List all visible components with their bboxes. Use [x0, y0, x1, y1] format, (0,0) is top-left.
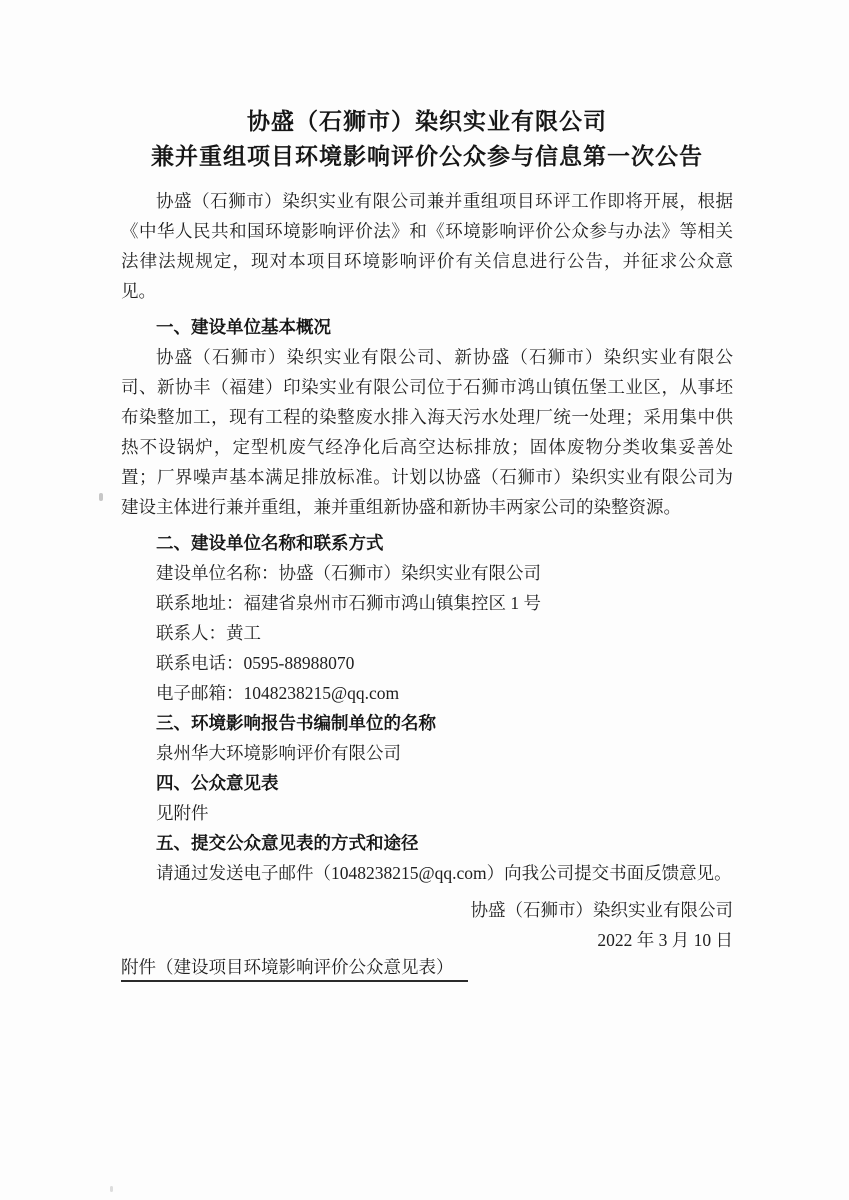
section-heading-4: 四、公众意见表 [156, 773, 279, 793]
contact-address: 联系地址：福建省泉州市石狮市鸿山镇集控区 1 号 [156, 593, 541, 613]
document-body [121, 0, 733, 982]
contact-person: 联系人：黄工 [156, 623, 261, 643]
contact-unit-name: 建设单位名称：协盛（石狮市）染织实业有限公司 [156, 563, 541, 583]
section-heading-1: 一、建设单位基本概况 [156, 317, 331, 337]
signature-company: 协盛（石狮市）染织实业有限公司 [470, 900, 733, 920]
scan-artifact-speck [110, 1186, 113, 1192]
section-5-body: 请通过发送电子邮件（1048238215@qq.com）向我公司提交书面反馈意见。 [156, 863, 732, 883]
section-4-body: 见附件 [156, 803, 209, 823]
attachment-note [121, 952, 733, 982]
intro-paragraph: 协盛（石狮市）染织实业有限公司兼并重组项目环评工作即将开展，根据《中华人民共和国环境影响评价法》和《环境影响评价公众参与办法》等相关法律法规规定，现对本项目环境影响评价有关信息进行公告，并征求公众意见。 [121, 191, 733, 301]
scan-artifact-speck [99, 493, 103, 501]
contact-email: 电子邮箱：1048238215@qq.com [156, 683, 400, 703]
document-title-line2: 兼并重组项目环境影响评价公众参与信息第一次公告 [151, 144, 703, 169]
signature-date: 2022 年 3 月 10 日 [597, 930, 733, 950]
document-title-line1: 协盛（石狮市）染织实业有限公司 [247, 109, 607, 134]
eia-agency-name: 泉州华大环境影响评价有限公司 [156, 743, 401, 763]
contact-phone: 联系电话：0595-88988070 [156, 653, 355, 673]
section-1-body: 协盛（石狮市）染织实业有限公司、新协盛（石狮市）染织实业有限公司、新协丰（福建）印染实业有限公司位于石狮市鸿山镇伍堡工业区，从事坯布染整加工，现有工程的染整废水排入海天污水处理厂统一处理；采用集中供热不设锅炉，定型机废气经净化后高空达标排放；固体废物分类收集妥善处置；厂界噪声基本满足排放标准。计划以协盛（石狮市）染织实业有限公司为建设主体进行兼并重组，兼并重组新协盛和新协丰两家公司的染整资源。 [121, 347, 733, 517]
section-heading-3: 三、环境影响报告书编制单位的名称 [156, 713, 436, 733]
section-heading-2: 二、建设单位名称和联系方式 [156, 533, 384, 553]
attachment-note-underlined-text: 附件（建设项目环境影响评价公众意见表） [121, 954, 468, 982]
section-heading-5: 五、提交公众意见表的方式和途径 [156, 833, 419, 853]
